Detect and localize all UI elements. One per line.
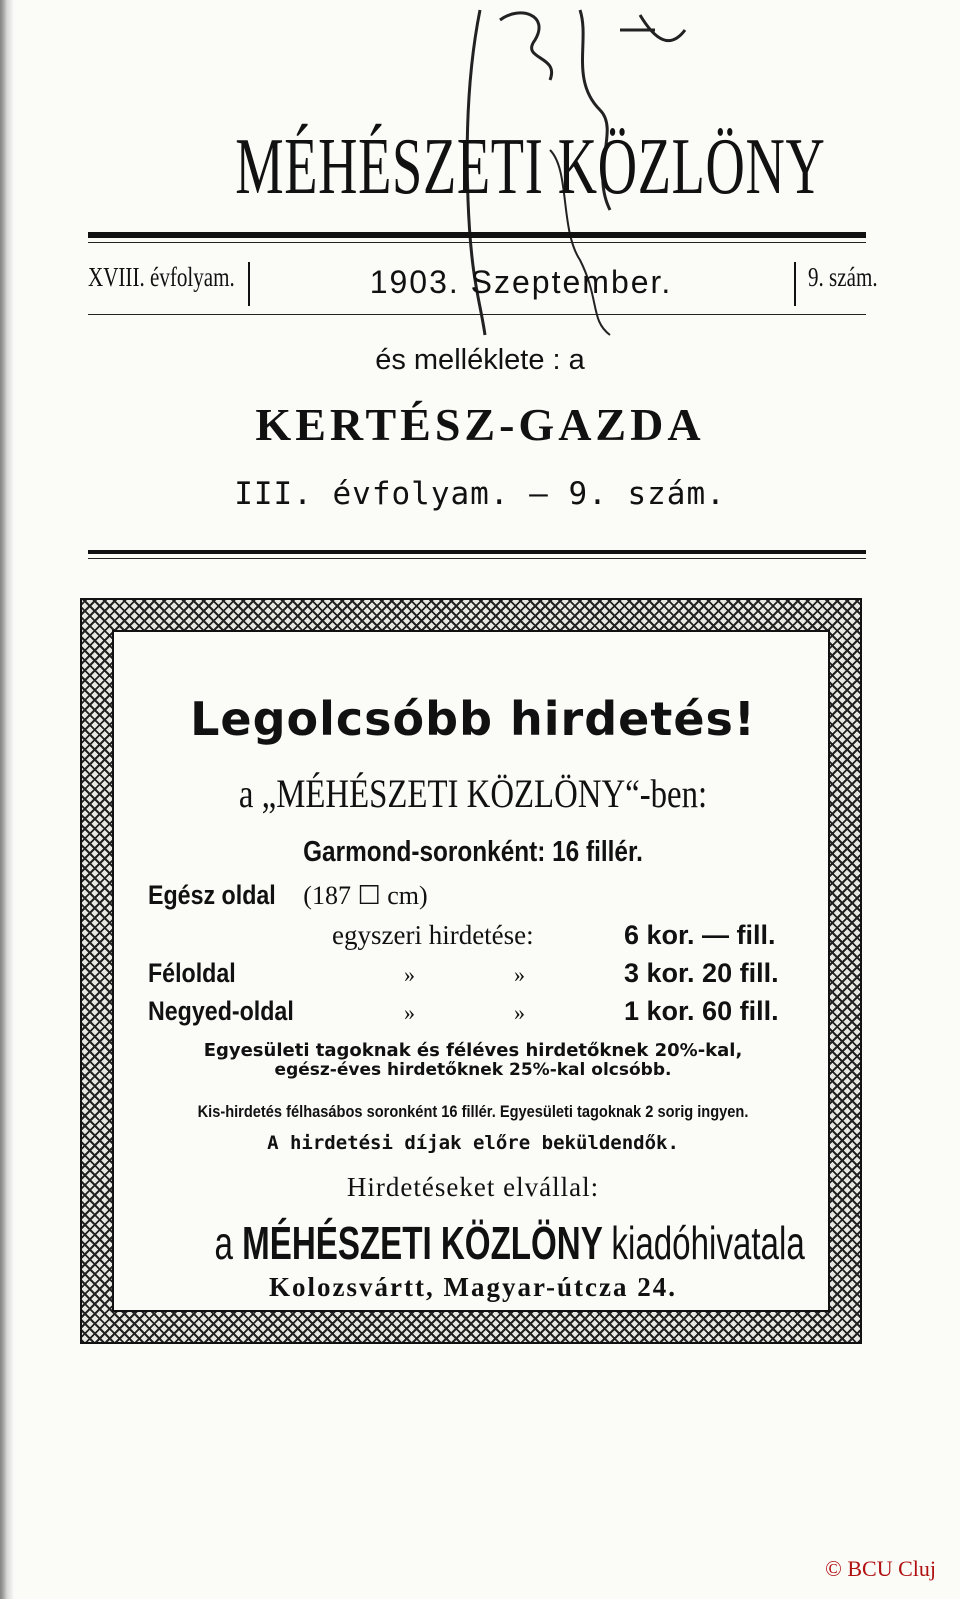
half-page-row [148, 958, 250, 989]
copyright-watermark: © BCU Cluj [825, 1556, 936, 1581]
ditto-mark: » [404, 962, 415, 987]
advert-ornamental-border [80, 598, 862, 1344]
rate-price-quarter: 1 kor. 60 fill. [624, 996, 779, 1026]
office-name: MÉHÉSZETI KÖZLÖNY [242, 1217, 603, 1269]
ditto-mark: » [514, 1000, 525, 1025]
masthead-rule-thin [88, 242, 866, 243]
advert-subheading: a „MÉHÉSZETI KÖZLÖNY“-ben: [238, 771, 708, 816]
volume-label: XVIII. évfolyam. [88, 262, 235, 292]
full-page-label: Egész oldal [148, 880, 276, 910]
rate-price-half: 3 kor. 20 fill. [624, 958, 779, 988]
issue-bar [88, 254, 878, 314]
discount-line-1: Egyesületi tagoknak és féléves hirdetőknek 20%-kal, [203, 1040, 743, 1061]
office-suffix: kiadóhivatala [611, 1217, 805, 1269]
issue-divider-right [794, 262, 796, 306]
supplement-title: KERTÉSZ-GAZDA [255, 399, 705, 450]
fees-note: A hirdetési díjak előre beküldendők. [267, 1132, 679, 1154]
publisher-address: Kolozsvártt, Magyar-útcza 24. [269, 1272, 677, 1302]
issue-date: 1903. Szeptember. [369, 264, 673, 300]
single-insertion-label: egyszeri hirdetése: [332, 920, 534, 950]
discount-line-2: egész-éves hirdetőknek 25%-kal olcsóbb. [274, 1060, 672, 1080]
office-prefix: a [214, 1217, 233, 1269]
full-page-row [148, 880, 428, 911]
half-page-label: Féloldal [148, 958, 236, 988]
supplement-intro: és melléklete : a [375, 344, 585, 376]
small-ads-note: Kis-hirdetés félhasábos soronként 16 fillér. Egyesületi tagoknak 2 sorig ingyen. [197, 1102, 749, 1121]
ditto-mark: » [514, 962, 525, 987]
accepts-label: Hirdetéseket elvállal: [346, 1172, 600, 1202]
advert-box [112, 630, 830, 1312]
page-edge-shadow [0, 0, 14, 1599]
masthead-rule-top [88, 232, 866, 238]
rate-price-full: 6 kor. — fill. [624, 920, 776, 950]
garmond-rate: Garmond-soronként: 16 fillér. [303, 836, 643, 868]
issue-divider-left [248, 262, 250, 306]
masthead-title: MÉHÉSZETI KÖZLÖNY [235, 123, 826, 211]
supplement-issue: III. évfolyam. — 9. szám. [234, 476, 726, 512]
ditto-mark: » [404, 1000, 415, 1025]
publisher-office [214, 1216, 805, 1270]
section-rule-top [88, 550, 866, 554]
section-rule-thin [88, 558, 866, 559]
issue-number: 9. szám. [808, 262, 878, 292]
quarter-page-label: Negyed-oldal [148, 996, 294, 1026]
full-page-size: (187 ☐ cm) [303, 881, 428, 910]
issue-bar-rule [88, 314, 866, 315]
advert-headline: Legolcsóbb hirdetés! [190, 692, 756, 746]
quarter-page-row [148, 996, 318, 1027]
